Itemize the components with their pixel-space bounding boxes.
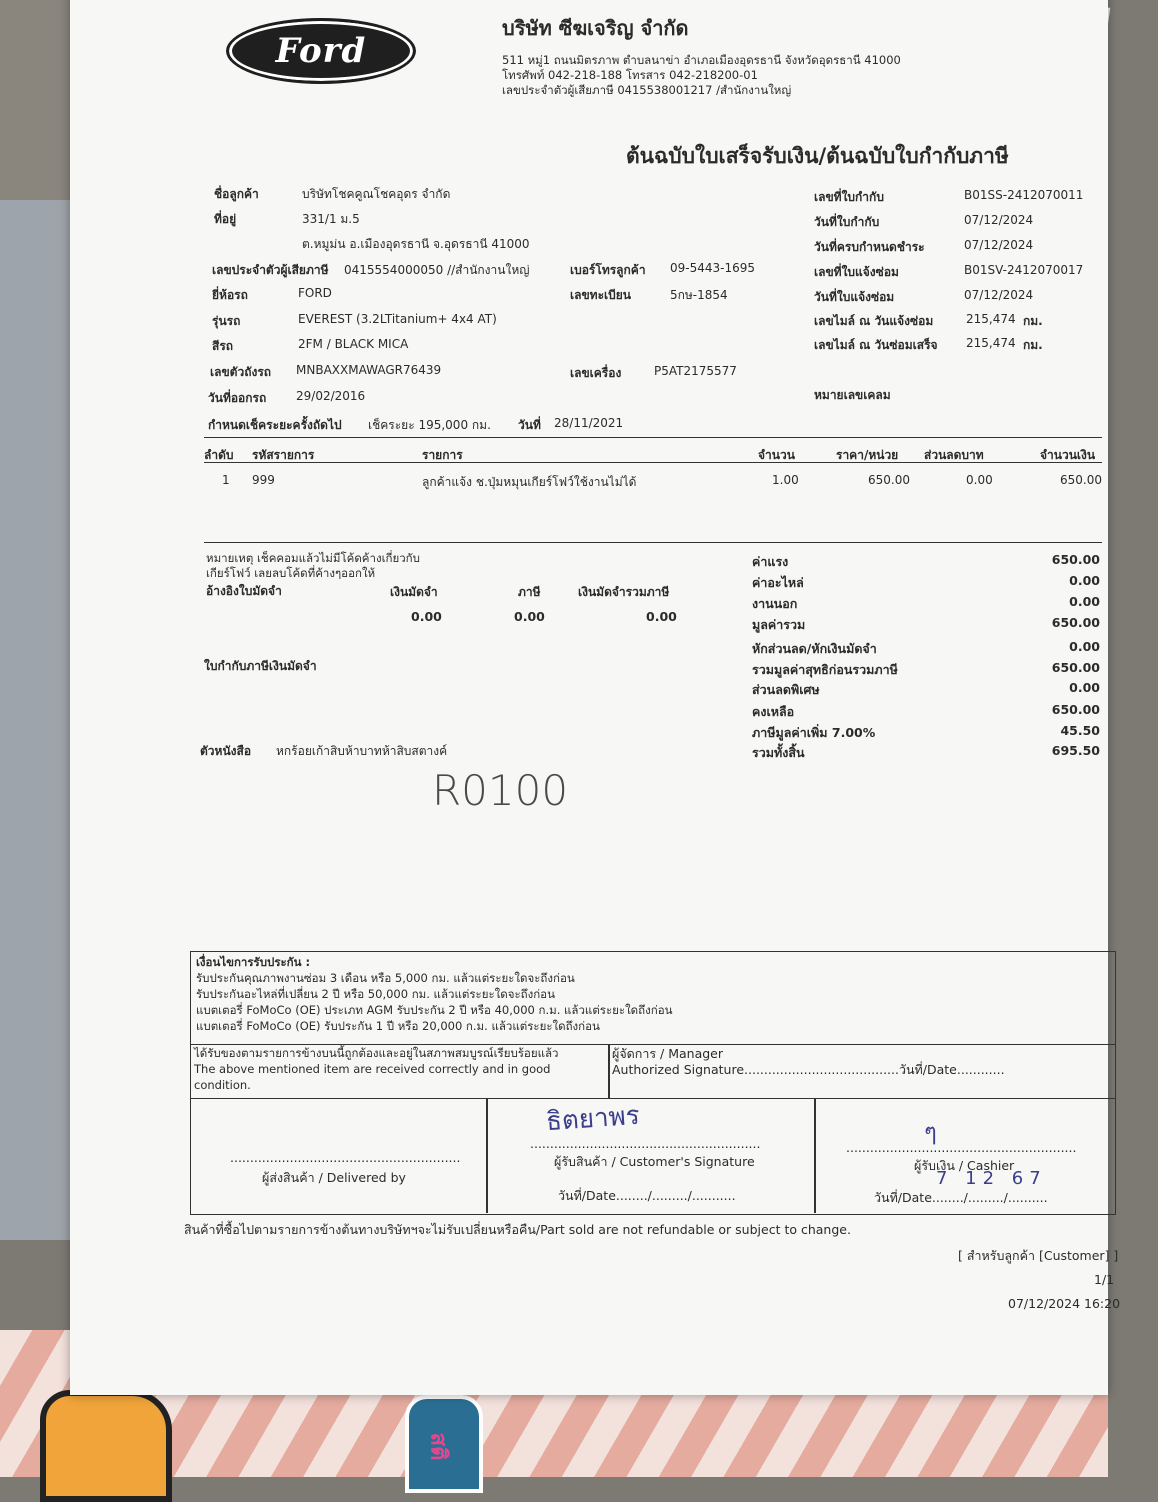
- km-unit: กม.: [1023, 314, 1043, 328]
- company-address: 511 หมู่1 ถนนมิตรภาพ ตำบลนาข่า อำเภอเมืองอุดรธานี จังหวัดอุดรธานี 41000: [502, 53, 901, 67]
- total-outside-label: งานนอก: [752, 596, 798, 611]
- th-seq: ลำดับ: [204, 448, 234, 462]
- in-words-label: ตัวหนังสือ: [200, 744, 252, 758]
- manager-label: ผู้จัดการ / Manager: [612, 1046, 724, 1061]
- box-divider-2: [486, 1098, 488, 1213]
- remark-line2: เกียร์โฟว์ เลยลบโค้ดที่ค้างๆออกให้: [206, 566, 376, 580]
- box-divider-1: [608, 1044, 610, 1098]
- th-discount: ส่วนลดบาท: [924, 448, 984, 462]
- next-service-label: กำหนดเช็คระยะครั้งถัดไป: [208, 418, 342, 432]
- grand-total-value: 695.50: [1051, 743, 1100, 758]
- km-unit: กม.: [1023, 338, 1043, 352]
- invoice-date: 07/12/2024: [964, 213, 1034, 227]
- deposit-vat-value: 0.00: [514, 609, 545, 624]
- row-discount: 0.00: [966, 473, 993, 487]
- tax-id-label: เลขประจำตัวผู้เสียภาษี: [212, 263, 329, 277]
- due-date: 07/12/2024: [964, 238, 1034, 252]
- receipt-note-en2: condition.: [194, 1078, 251, 1092]
- address-line2: ต.หมูม่น อ.เมืองอุดรธานี จ.อุดรธานี 41000: [302, 237, 530, 251]
- cashier-label: ผู้รับเงิน / Cashier: [914, 1158, 1015, 1173]
- total-deduct-value: 0.00: [1069, 639, 1100, 654]
- footer-note: สินค้าที่ซื้อไปตามรายการข้างต้นทางบริษัทฯจะไม่รับเปลี่ยนหรือคืน/Part sold are not refundable or subject to change.: [184, 1222, 851, 1237]
- row-seq: 1: [222, 473, 230, 487]
- table-top-rule: [204, 437, 1102, 438]
- receipt-paper: [70, 0, 1121, 1395]
- logo-text: Ford: [275, 31, 367, 71]
- total-special-discount-value: 0.00: [1069, 680, 1100, 695]
- total-parts-label: ค่าอะไหล่: [752, 575, 804, 590]
- company-phone: โทรศัพท์ 042-218-188 โทรสาร 042-218200-01: [502, 68, 758, 82]
- warranty-title: เงื่อนไขการรับประกัน :: [196, 955, 311, 969]
- customer-dotted-line: ..........................................................: [530, 1136, 761, 1151]
- invoice-no-label: เลขที่ใบกำกับ: [814, 190, 884, 204]
- invoice-no: B01SS-2412070011: [964, 188, 1084, 202]
- company-tax-id: เลขประจำตัวผู้เสียภาษี 0415538001217 /สำนักงานใหญ่: [502, 83, 792, 97]
- customer-name: บริษัทโชคคูณโชคอุดร จำกัด: [302, 187, 451, 201]
- total-parts-value: 0.00: [1069, 573, 1100, 588]
- customer-signature-label: ผู้รับสินค้า / Customer's Signature: [554, 1154, 755, 1169]
- grand-total-label: รวมทั้งสิ้น: [752, 745, 805, 760]
- printed-timestamp: 07/12/2024 16:20: [1008, 1296, 1121, 1311]
- manager-signature: Authorized Signature.......................................วันที่/Date............: [612, 1062, 1005, 1077]
- next-service-date-label: วันที่: [518, 418, 541, 432]
- deposit-total-value: 0.00: [646, 609, 677, 624]
- total-sum-value: 650.00: [1051, 615, 1100, 630]
- engine-label: เลขเครื่อง: [570, 366, 622, 380]
- deposit-vat-label: ภาษี: [518, 585, 541, 599]
- customer-copy-label: [ สำหรับลูกค้า [Customer] ]: [958, 1248, 1119, 1263]
- chassis-label: เลขตัวถังรถ: [210, 365, 272, 379]
- out-date-label: วันที่ออกรถ: [208, 391, 267, 405]
- color-label: สีรถ: [212, 339, 234, 353]
- customer-date: วันที่/Date......../........./...........: [558, 1188, 736, 1203]
- deposit-ref-label: อ้างอิงใบมัดจำ: [206, 584, 282, 598]
- row-code: 999: [252, 473, 275, 487]
- cashier-handwritten-date: 7 12 67: [936, 1168, 1047, 1189]
- page-number: 1/1: [1094, 1272, 1115, 1287]
- vehicle-color: 2FM / BLACK MICA: [298, 337, 409, 351]
- repair-date-label: วันที่ใบแจ้งซ่อม: [814, 290, 895, 304]
- address-label: ที่อยู่: [214, 212, 237, 226]
- next-service-distance: เช็คระยะ 195,000 กม.: [368, 418, 491, 432]
- sticker-icon: สติ: [405, 1395, 483, 1493]
- total-net-value: 650.00: [1051, 660, 1100, 675]
- total-remaining-label: คงเหลือ: [752, 704, 795, 719]
- customer-name-label: ชื่อลูกค้า: [214, 187, 259, 201]
- th-qty: จำนวน: [758, 448, 795, 462]
- deposit-invoice-label: ใบกำกับภาษีเงินมัดจำ: [204, 659, 317, 673]
- receipt-document: [168, 0, 1158, 1370]
- vehicle-out-date: 29/02/2016: [296, 389, 366, 403]
- address-line1: 331/1 ม.5: [302, 212, 360, 226]
- cashier-signature-scribble: ๆ: [924, 1118, 937, 1146]
- vehicle-engine: P5AT2175577: [654, 364, 737, 378]
- total-vat-label: ภาษีมูลค่าเพิ่ม 7.00%: [752, 725, 876, 740]
- cashier-dotted-line: ..........................................................: [846, 1140, 1077, 1155]
- warranty-line: แบตเตอรี่ FoMoCo (OE) รับประกัน 1 ปี หรือ 20,000 ก.ม. แล้วแต่ระยะใดถึงก่อน: [196, 1019, 600, 1033]
- receipt-note-th: ได้รับของตามรายการข้างบนนี้ถูกต้องและอยู่ในสภาพสมบูรณ์เรียบร้อยแล้ว: [194, 1046, 559, 1060]
- vehicle-plate: 5กษ-1854: [670, 288, 728, 302]
- total-deduct-label: หักส่วนลด/หักเงินมัดจำ: [752, 641, 877, 656]
- total-remaining-value: 650.00: [1051, 702, 1100, 717]
- amount-in-words: หกร้อยเก้าสิบห้าบาทห้าสิบสตางค์: [276, 744, 448, 758]
- cat-sticker-icon: [40, 1390, 172, 1502]
- vehicle-chassis: MNBAXXMAWAGR76439: [296, 363, 442, 377]
- delivered-dotted-line: ..........................................................: [230, 1150, 461, 1165]
- row-desc: ลูกค้าแจ้ง ช.ปุ่มหมุนเกียร์โฟว์ใช้งานไม่ได้: [422, 475, 637, 489]
- total-net-label: รวมมูลค่าสุทธิก่อนรวมภาษี: [752, 662, 898, 677]
- total-vat-value: 45.50: [1060, 723, 1100, 738]
- brand-label: ยี่ห้อรถ: [212, 288, 248, 302]
- total-sum-label: มูลค่ารวม: [752, 617, 806, 632]
- table-bottom-rule: [204, 542, 1102, 543]
- th-price: ราคา/หน่วย: [836, 448, 899, 462]
- customer-tax-id: 0415554000050 //สำนักงานใหญ่: [344, 263, 530, 277]
- delivered-by-label: ผู้ส่งสินค้า / Delivered by: [262, 1170, 406, 1185]
- plate-label: เลขทะเบียน: [570, 288, 631, 302]
- repair-no-label: เลขที่ใบแจ้งซ่อม: [814, 265, 899, 279]
- repair-no: B01SV-2412070017: [964, 263, 1084, 277]
- warranty-line: รับประกันคุณภาพงานซ่อม 3 เดือน หรือ 5,000 กม. แล้วแต่ระยะใดจะถึงก่อน: [196, 971, 575, 985]
- receipt-note-en1: The above mentioned item are received correctly and in good: [194, 1062, 551, 1076]
- mile-out: 215,474: [966, 336, 1016, 350]
- phone-label: เบอร์โทรลูกค้า: [570, 263, 646, 277]
- total-labor-label: ค่าแรง: [752, 554, 789, 569]
- mile-in-label: เลขไมล์ ณ วันแจ้งซ่อม: [814, 314, 934, 328]
- warranty-line: รับประกันอะไหล่ที่เปลี่ยน 2 ปี หรือ 50,000 กม. แล้วแต่ระยะใดจะถึงก่อน: [196, 987, 555, 1001]
- handwritten-note: R0100: [432, 766, 569, 815]
- warranty-line: แบตเตอรี่ FoMoCo (OE) ประเภท AGM รับประกัน 2 ปี หรือ 40,000 ก.ม. แล้วแต่ระยะใดถึงก่อน: [196, 1003, 673, 1017]
- row-amount: 650.00: [1060, 473, 1102, 487]
- row-qty: 1.00: [772, 473, 799, 487]
- customer-phone: 09-5443-1695: [670, 261, 756, 275]
- box-rule-2: [190, 1098, 1116, 1099]
- customer-signature-scribble: ธิตยาพร: [545, 1100, 641, 1138]
- mile-out-label: เลขไมล์ ณ วันซ่อมเสร็จ: [814, 338, 938, 352]
- table-header-rule: [204, 462, 1102, 463]
- row-price: 650.00: [868, 473, 910, 487]
- claim-label: หมายเลขเคลม: [814, 388, 891, 402]
- total-special-discount-label: ส่วนลดพิเศษ: [752, 682, 820, 697]
- th-desc: รายการ: [422, 448, 463, 462]
- vehicle-model: EVEREST (3.2LTitanium+ 4x4 AT): [298, 312, 497, 326]
- deposit-label: เงินมัดจำ: [390, 585, 438, 599]
- remark-line1: หมายเหตุ เช็คคอมแล้วไม่มีโค้ดค้างเกี่ยวกับ: [206, 551, 420, 565]
- deposit-total-label: เงินมัดจำรวมภาษี: [578, 585, 670, 599]
- ford-logo: [226, 18, 416, 84]
- next-service-date: 28/11/2021: [554, 416, 624, 430]
- invoice-date-label: วันที่ใบกำกับ: [814, 215, 880, 229]
- total-labor-value: 650.00: [1051, 552, 1100, 567]
- deposit-value: 0.00: [411, 609, 442, 624]
- due-date-label: วันที่ครบกำหนดชำระ: [814, 240, 925, 254]
- total-outside-value: 0.00: [1069, 594, 1100, 609]
- mile-in: 215,474: [966, 312, 1016, 326]
- vehicle-brand: FORD: [298, 286, 332, 300]
- th-amount: จำนวนเงิน: [1040, 448, 1096, 462]
- model-label: รุ่นรถ: [212, 314, 241, 328]
- th-code: รหัสรายการ: [252, 448, 315, 462]
- document-title: ต้นฉบับใบเสร็จรับเงิน/ต้นฉบับใบกำกับภาษี: [626, 144, 1009, 168]
- box-divider-3: [814, 1098, 816, 1213]
- company-name: บริษัท ซีฆเจริญ จำกัด: [502, 16, 689, 40]
- repair-date: 07/12/2024: [964, 288, 1034, 302]
- cashier-date: วันที่/Date......../........./..........: [874, 1190, 1048, 1205]
